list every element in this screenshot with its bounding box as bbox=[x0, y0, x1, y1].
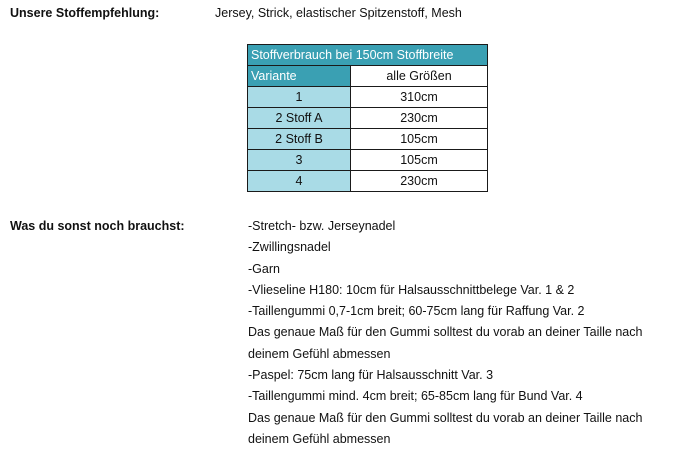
list-item: -Zwillingsnadel bbox=[248, 240, 331, 255]
list-item: -Taillengummi 0,7-1cm breit; 60-75cm lang für Raffung Var. 2 bbox=[248, 304, 585, 319]
table-header-row bbox=[248, 66, 488, 87]
list-item: -Taillengummi mind. 4cm breit; 65-85cm lang für Bund Var. 4 bbox=[248, 389, 583, 404]
variant-cell: 2 Stoff B bbox=[248, 129, 351, 150]
table-row bbox=[248, 129, 488, 150]
table-row bbox=[248, 87, 488, 108]
extras-label: Was du sonst noch brauchst: bbox=[10, 219, 185, 233]
fabric-usage-table bbox=[247, 44, 488, 192]
list-item: deinem Gefühl abmessen bbox=[248, 431, 391, 446]
table-title: Stoffverbrauch bei 150cm Stoffbreite bbox=[248, 45, 488, 66]
variant-cell: 1 bbox=[248, 87, 351, 108]
list-item: -Paspel: 75cm lang für Halsausschnitt Var. 3 bbox=[248, 368, 494, 383]
amount-cell: 105cm bbox=[351, 150, 488, 171]
column-header-sizes: alle Größen bbox=[351, 66, 488, 87]
amount-cell: 230cm bbox=[351, 171, 488, 192]
variant-cell: 3 bbox=[248, 150, 351, 171]
fabric-recommendation-label: Unsere Stoffempfehlung: bbox=[10, 6, 160, 20]
table-row bbox=[248, 171, 488, 192]
list-item: Das genaue Maß für den Gummi solltest du vorab an deiner Taille nach bbox=[248, 325, 643, 340]
list-item: -Stretch- bzw. Jerseynadel bbox=[248, 219, 396, 233]
amount-cell: 105cm bbox=[351, 129, 488, 150]
amount-cell: 230cm bbox=[351, 108, 488, 129]
list-item: deinem Gefühl abmessen bbox=[248, 346, 391, 361]
column-header-variant: Variante bbox=[248, 66, 351, 87]
list-item: Das genaue Maß für den Gummi solltest du vorab an deiner Taille nach bbox=[248, 410, 643, 425]
table-title-row bbox=[248, 45, 488, 66]
list-item: -Garn bbox=[248, 261, 280, 276]
table-row bbox=[248, 108, 488, 129]
list-item: -Vlieseline H180: 10cm für Halsausschnittbelege Var. 1 & 2 bbox=[248, 282, 575, 297]
variant-cell: 4 bbox=[248, 171, 351, 192]
amount-cell: 310cm bbox=[351, 87, 488, 108]
variant-cell: 2 Stoff A bbox=[248, 108, 351, 129]
fabric-recommendation-value: Jersey, Strick, elastischer Spitzenstoff, Mesh bbox=[215, 6, 462, 20]
table-row bbox=[248, 150, 488, 171]
extras-list bbox=[248, 216, 688, 450]
